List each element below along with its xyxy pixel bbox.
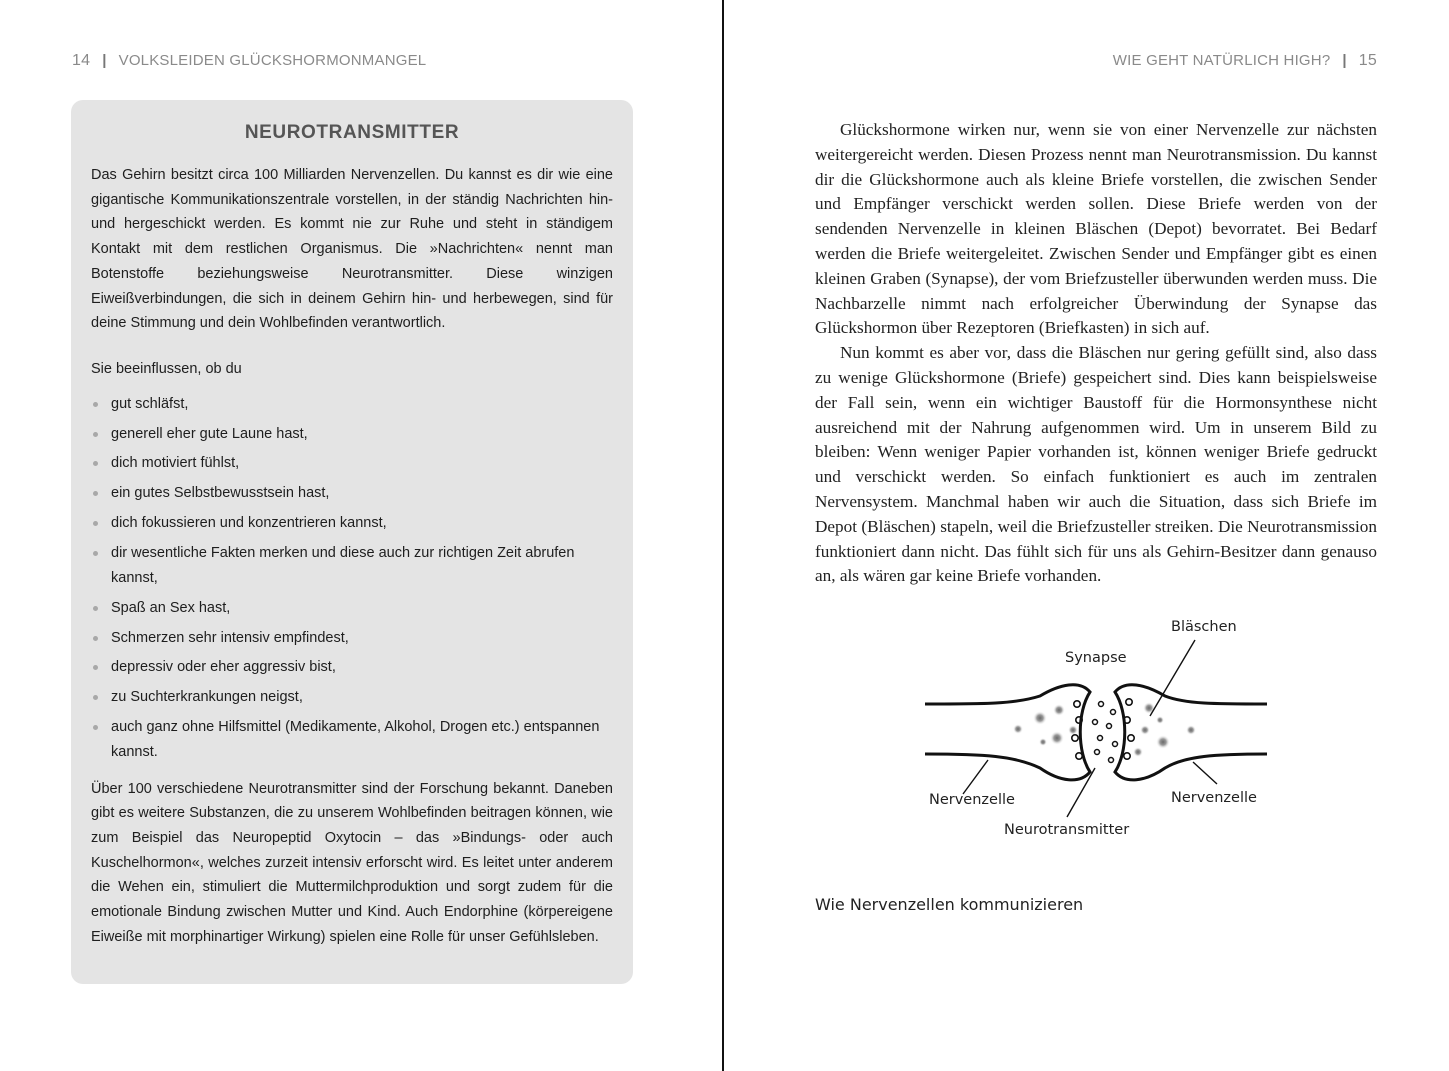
- right-page: [725, 0, 1449, 1071]
- label-nervenzelle-right: Nervenzelle: [1171, 790, 1257, 806]
- label-blaeschen: Bläschen: [1171, 619, 1237, 635]
- infobox-paragraph-1: Das Gehirn besitzt circa 100 Milliarden Nervenzellen. Du kannst es dir wie eine gigantische Kommunikationszentrale vorstellen, in der ständig Nachrichten hin- und hergeschickt werden. Es kommt nie zur Ruhe und steht in ständigem Kontakt mit dem restlichen Organismus. Die »Nachrichten« nennt man Botenstoffe beziehungsweise Neurotransmitter. Diese winzigen Eiweißverbindungen, die sich in deinem Gehirn hin- und herbewegen, sind für deine Stimmung und dein Wohlbefinden verantwortlich.: [91, 167, 613, 332]
- infobox: [71, 100, 633, 984]
- list-item-text: dir wesentliche Fakten merken und diese auch zur richtigen Zeit abrufen kannst,: [111, 545, 575, 586]
- right-vesicles: [1133, 702, 1196, 757]
- list-item-text: auch ganz ohne Hilfsmittel (Medikamente, Alkohol, Drogen etc.) entspannen kannst.: [111, 719, 600, 760]
- list-item: [91, 511, 613, 536]
- list-item-text: dich fokussieren und konzentrieren kannst,: [111, 515, 387, 532]
- running-head-separator: |: [1342, 52, 1347, 69]
- running-head-right: [1113, 52, 1377, 70]
- bullet-icon: [93, 665, 98, 670]
- synapse-diagram: [815, 612, 1377, 852]
- list-item-text: generell eher gute Laune hast,: [111, 425, 308, 442]
- list-item: [91, 541, 613, 590]
- list-item: [91, 596, 613, 621]
- figure-caption: Wie Nervenzellen kommunizieren: [815, 895, 1084, 914]
- infobox-paragraph-2: Über 100 verschiedene Neurotransmitter sind der Forschung bekannt. Daneben gibt es weitere Substanzen, die zu unserem Wohlbefinden beitragen können, wie zum Beispiel das Neuropeptid Oxytocin – das »Bindungs- oder auch Kuschelhormon«, welches zurzeit intensiv erforscht wird. Es leitet unter anderem die Wehen ein, stimuliert die Muttermilchproduktion und sorgt zudem für die emotionale Bindung zwischen Mutter und Kind. Auch Endorphine (körpereigene Eiweiße mit morphinartiger Wirkung) spielen eine Rolle für unser Gefühlsleben.: [91, 780, 613, 945]
- infobox-list-intro: Sie beeinflussen, ob du: [91, 360, 242, 377]
- bullet-icon: [93, 636, 98, 641]
- label-neurotransmitter: Neurotransmitter: [1004, 822, 1130, 838]
- label-nervenzelle-left: Nervenzelle: [929, 792, 1015, 808]
- list-item-text: zu Suchterkrankungen neigst,: [111, 689, 303, 706]
- bullet-icon: [93, 725, 98, 730]
- infobox-title: NEUROTRANSMITTER: [244, 122, 460, 143]
- page-number-left: 14: [72, 52, 91, 69]
- list-item: [91, 626, 613, 651]
- list-item: [91, 655, 613, 680]
- infobox-list: [91, 392, 613, 765]
- list-item: [91, 481, 613, 506]
- body-text: [815, 118, 1377, 589]
- bullet-icon: [93, 432, 98, 437]
- bullet-icon: [93, 491, 98, 496]
- running-head-title-right: WIE GEHT NATÜRLICH HIGH?: [1112, 52, 1331, 69]
- book-gutter: [722, 0, 724, 1071]
- left-neuron-outline: [925, 685, 1090, 780]
- neurotransmitter-dots: [1093, 702, 1118, 763]
- list-item-text: Spaß an Sex hast,: [111, 599, 231, 616]
- body-paragraph-2: Nun kommt es aber vor, dass die Bläschen nur gering gefüllt sind, also dass zu wenige Glückshormone (Briefe) gespeichert sind. Dies kann beispielsweise der Fall sein, wenn ein wichtiger Baustoff für die Hormonsynthese nicht ausreichend mit der Nahrung aufgenommen wird. Um in unserem Bild zu bleiben: Wenn weniger Papier vorhanden ist, können weniger Briefe gedruckt und verschickt werden. So einfach funktioniert es auch im zentralen Nervensystem. Manchmal haben wir auch die Situation, dass sich Briefe im Depot (Bläschen) stapeln, weil die Briefzusteller streiken. Die Neurotransmission funktioniert dann nicht. Das fühlt sich für uns als Gehirn-Besitzer dann genauso an, als wären gar keine Briefe vorhanden.: [815, 343, 1377, 586]
- list-item: [91, 715, 613, 764]
- bullet-icon: [93, 695, 98, 700]
- list-item: [91, 392, 613, 417]
- list-item-text: gut schläfst,: [111, 395, 189, 412]
- running-head-left: [72, 52, 426, 70]
- bullet-icon: [93, 402, 98, 407]
- bullet-icon: [93, 551, 98, 556]
- list-item: [91, 685, 613, 710]
- left-vesicles: [1013, 704, 1078, 746]
- bullet-icon: [93, 606, 98, 611]
- body-paragraph-1: Glückshormone wirken nur, wenn sie von einer Nervenzelle zur nächsten weitergereicht werden. Diesen Prozess nennt man Neurotransmission. Du kannst dir die Glückshormone auch als kleine Briefe vorstellen, die zwischen Sender und Empfänger verschickt werden sollen. Diese Briefe werden von der sendenden Nervenzelle in kleinen Bläschen (Depot) bevorratet. Bei Bedarf werden die Briefe weitergeleitet. Zwischen Sender und Empfänger gibt es einen kleinen Graben (Synapse), der vom Briefzusteller überwunden werden muss. Die Nachbarzelle nimmt nach erfolgreicher Überwindung der Synapse das Glückshormon über Rezeptoren (Briefkasten) in sich auf.: [815, 120, 1377, 338]
- list-item: [91, 422, 613, 447]
- page-number-right: 15: [1358, 52, 1377, 69]
- label-synapse: Synapse: [1065, 650, 1127, 666]
- running-head-title-left: VOLKSLEIDEN GLÜCKSHORMONMANGEL: [118, 52, 427, 69]
- left-page: [0, 0, 723, 1071]
- bullet-icon: [93, 461, 98, 466]
- running-head-separator: |: [102, 52, 107, 69]
- list-item-text: Schmerzen sehr intensiv empfindest,: [111, 629, 349, 646]
- list-item-text: dich motiviert fühlst,: [111, 455, 240, 472]
- list-item: [91, 451, 613, 476]
- list-item-text: ein gutes Selbstbewusstsein hast,: [111, 485, 330, 502]
- bullet-icon: [93, 521, 98, 526]
- synapse-figure: [815, 612, 1377, 852]
- list-item-text: depressiv oder eher aggressiv bist,: [111, 659, 336, 676]
